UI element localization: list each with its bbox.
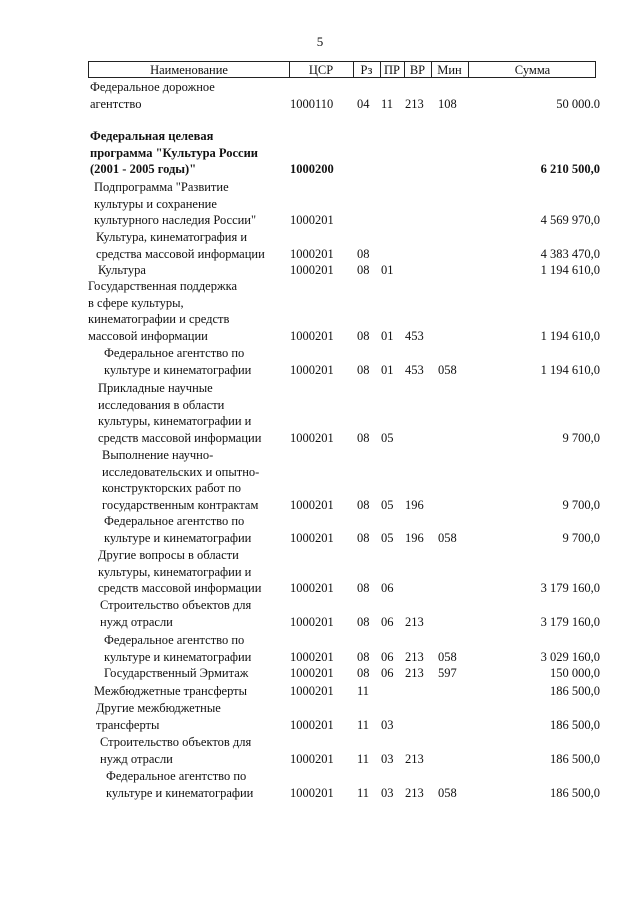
cell-sum: 1 194 610,0 [540, 328, 600, 343]
cell-csr: 1000201 [290, 497, 334, 512]
row-name-line: средства массовой информации [96, 246, 265, 261]
row-name-line: Культура, кинематография и [96, 230, 248, 244]
row-name-line: Федеральное агентство по [104, 514, 245, 528]
row-name-line: Строительство объектов для [100, 735, 252, 749]
header-min: Мин [437, 63, 462, 77]
row-name-line: культуры, кинематографии и [98, 414, 252, 428]
cell-vr: 213 [405, 96, 424, 111]
row-name-line: Подпрограмма "Развитие [94, 180, 229, 194]
row-name-line: Федеральное агентство по [104, 633, 245, 647]
row-name-line: культуре и кинематографии [104, 362, 252, 377]
row-name-line: программа "Культура России [90, 145, 259, 160]
row-name-line: агентство [90, 96, 142, 111]
cell-sum: 1 194 610,0 [540, 362, 600, 377]
cell-rz: 08 [357, 581, 370, 595]
row-name-line: средств массовой информации [98, 430, 262, 445]
cell-sum: 4 569 970,0 [540, 213, 600, 227]
cell-pr: 05 [381, 530, 394, 545]
row-name-line: Федеральная целевая [90, 129, 214, 143]
cell-pr: 06 [381, 614, 394, 629]
row-name-line: Межбюджетные трансферты [94, 684, 248, 698]
header-vr: ВР [409, 63, 426, 77]
cell-pr: 05 [381, 497, 394, 512]
cell-sum: 186 500,0 [550, 684, 600, 698]
cell-pr: 11 [381, 96, 394, 111]
row-name [104, 665, 248, 682]
row-name-line: кинематографии и средств [88, 312, 230, 326]
cell-min: 058 [438, 362, 457, 377]
cell-csr: 1000201 [290, 684, 334, 698]
row-name [98, 262, 146, 279]
row-name [104, 632, 251, 665]
row-name-line: трансферты [96, 717, 160, 732]
row-name-line: Другие вопросы в области [98, 548, 239, 562]
cell-rz: 08 [357, 430, 370, 445]
cell-rz: 08 [357, 246, 370, 261]
cell-csr: 1000201 [290, 614, 334, 629]
header-name: Наименование [150, 63, 228, 77]
cell-sum: 50 000.0 [556, 96, 600, 111]
cell-csr: 1000201 [290, 263, 334, 277]
cell-csr: 1000201 [290, 530, 334, 545]
cell-min: 058 [438, 785, 457, 800]
row-name [90, 128, 258, 178]
row-name [94, 179, 256, 229]
cell-sum: 1 194 610,0 [540, 263, 600, 277]
row-name-line: культуры и сохранение [94, 196, 217, 211]
cell-pr: 06 [381, 581, 394, 595]
row-name [100, 734, 251, 767]
row-name-line: Федеральное дорожное [90, 80, 215, 94]
row-name [94, 683, 247, 700]
cell-csr: 1000201 [290, 666, 334, 680]
row-name-line: Культура [98, 263, 146, 277]
cell-sum: 6 210 500,0 [540, 162, 600, 176]
cell-vr: 213 [405, 614, 424, 629]
row-name-line: Выполнение научно- [102, 448, 214, 462]
cell-csr: 1000201 [290, 328, 334, 343]
cell-pr: 03 [381, 785, 394, 800]
row-name-line: Федеральное агентство по [106, 769, 247, 783]
cell-sum: 3 179 160,0 [540, 581, 600, 595]
cell-rz: 08 [357, 666, 370, 680]
header-csr: ЦСР [308, 63, 334, 77]
cell-rz: 04 [357, 96, 370, 111]
cell-rz: 08 [357, 263, 370, 277]
row-name [96, 229, 265, 262]
cell-rz: 08 [357, 328, 370, 343]
row-name-line: нужд отрасли [100, 751, 173, 766]
cell-rz: 11 [357, 751, 370, 766]
row-name-line: государственным контрактам [102, 497, 259, 512]
row-name [102, 447, 259, 513]
cell-pr: 06 [381, 649, 394, 664]
cell-csr: 1000201 [290, 213, 334, 227]
cell-rz: 08 [357, 497, 370, 512]
row-name [106, 768, 253, 801]
row-name-line: культуре и кинематографии [106, 785, 254, 800]
row-name-line: массовой информации [88, 328, 208, 343]
row-name [100, 597, 251, 630]
cell-sum: 9 700,0 [562, 530, 600, 545]
cell-sum: 3 179 160,0 [540, 614, 600, 629]
row-name-line: культурного наследия России" [94, 213, 257, 227]
cell-sum: 4 383 470,0 [540, 246, 600, 261]
cell-csr: 1000201 [290, 430, 334, 445]
row-name-line: Федеральное агентство по [104, 346, 245, 360]
cell-pr: 01 [381, 328, 394, 343]
cell-csr: 1000201 [290, 751, 334, 766]
row-name-line: нужд отрасли [100, 614, 173, 629]
cell-pr: 03 [381, 751, 394, 766]
row-name-line: исследовательских и опытно- [102, 464, 260, 479]
row-name-line: культуры, кинематографии и [98, 564, 252, 579]
row-name [104, 513, 251, 546]
row-name-line: Государственная поддержка [88, 279, 238, 293]
row-name [98, 380, 261, 446]
cell-min: 058 [438, 649, 457, 664]
row-name-line: культуре и кинематографии [104, 649, 252, 664]
cell-sum: 9 700,0 [562, 497, 600, 512]
cell-pr: 01 [381, 362, 394, 377]
cell-pr: 05 [381, 430, 394, 445]
row-name-line: культуре и кинематографии [104, 530, 252, 545]
cell-vr: 213 [405, 649, 424, 664]
cell-min: 108 [438, 96, 457, 111]
row-name [88, 278, 237, 344]
cell-rz: 08 [357, 614, 370, 629]
cell-sum: 186 500,0 [550, 751, 600, 766]
header-pr: ПР [384, 63, 400, 77]
cell-csr: 1000201 [290, 785, 334, 800]
row-name-line: (2001 - 2005 годы)" [90, 162, 197, 176]
cell-sum: 150 000,0 [550, 666, 600, 680]
row-name-line: Государственный Эрмитаж [104, 666, 249, 680]
row-name-line: Прикладные научные [98, 381, 213, 395]
row-name [96, 700, 221, 733]
cell-pr: 01 [381, 263, 394, 277]
cell-pr: 03 [381, 717, 394, 732]
header-rz: Рз [360, 63, 373, 77]
row-name-line: Строительство объектов для [100, 598, 252, 612]
cell-csr: 1000201 [290, 246, 334, 261]
cell-rz: 08 [357, 530, 370, 545]
header-sum: Сумма [514, 63, 551, 77]
cell-csr: 1000110 [290, 96, 334, 111]
row-name-line: в сфере культуры, [88, 295, 184, 310]
cell-min: 058 [438, 530, 457, 545]
cell-csr: 1000201 [290, 581, 334, 595]
row-name-line: конструкторских работ по [102, 481, 242, 495]
cell-vr: 453 [405, 328, 424, 343]
cell-vr: 213 [405, 666, 424, 680]
cell-rz: 11 [357, 684, 370, 698]
cell-pr: 06 [381, 666, 394, 680]
row-name-line: средств массовой информации [98, 581, 262, 595]
cell-rz: 08 [357, 649, 370, 664]
cell-rz: 11 [357, 785, 370, 800]
cell-csr: 1000201 [290, 362, 334, 377]
row-name-line: исследования в области [98, 397, 225, 412]
row-name [90, 79, 215, 112]
cell-csr: 1000200 [290, 162, 334, 176]
cell-sum: 3 029 160,0 [540, 649, 600, 664]
row-name [104, 345, 251, 378]
cell-csr: 1000201 [290, 717, 334, 732]
cell-vr: 196 [405, 497, 424, 512]
row-name-line: Другие межбюджетные [96, 701, 221, 715]
cell-vr: 213 [405, 785, 424, 800]
cell-min: 597 [438, 666, 457, 680]
cell-sum: 186 500,0 [550, 717, 600, 732]
cell-sum: 186 500,0 [550, 785, 600, 800]
cell-vr: 196 [405, 530, 424, 545]
page-number: 5 [316, 34, 324, 49]
cell-csr: 1000201 [290, 649, 334, 664]
cell-vr: 453 [405, 362, 424, 377]
cell-rz: 11 [357, 717, 370, 732]
cell-rz: 08 [357, 362, 370, 377]
row-name [98, 547, 261, 597]
cell-vr: 213 [405, 751, 424, 766]
cell-sum: 9 700,0 [562, 430, 600, 445]
